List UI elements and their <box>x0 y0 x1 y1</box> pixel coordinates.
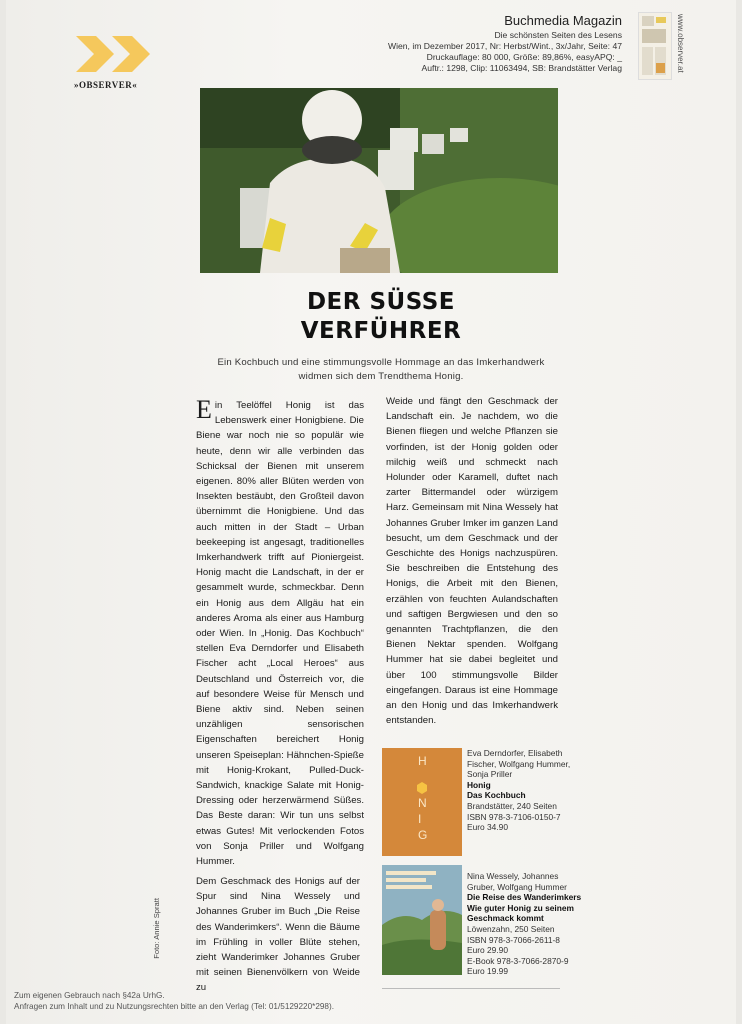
magazine-page <box>6 0 736 1024</box>
observer-logo <box>74 32 158 90</box>
cover-letter-h: H <box>418 754 428 768</box>
article-headline <box>206 288 556 346</box>
page-thumbnail <box>638 12 672 80</box>
headline-line-1: DER SÜSSE <box>306 289 456 315</box>
ebook-isbn: E-Book 978-3-7066-2870-9 <box>467 955 569 966</box>
ebook-price: Euro 19.99 <box>467 966 508 977</box>
copyright-footer <box>14 990 334 1012</box>
circulation-info: Druckauflage: 80 000, Größe: 89,86%, easyAPQ: _ <box>426 52 622 62</box>
paragraph-1: in Teelöffel Honig ist das Lebenswerk einer Honigbiene. Die Biene war noch nie so populär wie heute, denn wir alle verbinden das Schicksal der Bienen mit unserem eigenen. 80% aller Blüten werden von Insekten bestäubt, den Großteil davon übernimmt die Honigbiene. Und das auch mitten in der Stadt – Urban beekeeping ist angesagt, traditionelles Imkerhandwerk trifft auf Pioniergeist. Honig macht die Landschaft, in der er gesammelt wurde, schmeckbar. Denn ein Honig aus dem Allgäu hat ein anderes Aroma als einer aus Hamburg oder Wien. In „Honig. Das Kochbuch“ stellen Eva Derndorfer und Elisabeth Fischer acht „Local Heroes“ aus Deutschland und Österreich vor, die auf besondere Weise für Mensch und Biene aktiv sind. Neben seinen unzähligen sensorischen Eigenschaften bereichert Honig unseren Speiseplan: Hähnchen-Spieße mit Honig-Krokant, Pulled-Duck-Sandwich, knackige Salate mit Honig-Dressing oder herzerwärmend Süßes. Das Beste daran: Wir tun uns selbst etwas Gutes! Mit verlockenden Fotos von Sonja Priller und Wolfgang Hummer. <box>196 400 364 868</box>
article-column-2 <box>386 394 558 728</box>
double-chevron-icon <box>74 32 158 76</box>
magazine-tagline: Die schönsten Seiten des Lesens <box>494 30 622 40</box>
order-info: Auftr.: 1298, Clip: 11063494, SB: Brandstätter Verlag <box>421 63 622 73</box>
book-authors: Nina Wessely, Johannes Gruber, Wolfgang Hummer <box>467 871 567 892</box>
book-isbn: ISBN 978-3-7106-0150-7 <box>467 811 561 822</box>
cover-letter-i: I <box>418 812 423 826</box>
photo-credit: Foto: Annie Spratt <box>152 898 161 959</box>
observer-url: www.observer.at <box>676 14 685 73</box>
book-info-wanderimker <box>467 871 587 977</box>
book-price: Euro 29.90 <box>467 945 508 956</box>
article-column-1-bottom <box>196 874 360 996</box>
headline-line-2: VERFÜHRER <box>300 318 462 344</box>
footer-line-1: Zum eigenen Gebrauch nach §42a UrhG. <box>14 991 165 1000</box>
paragraph-2: Dem Geschmack des Honigs auf der Spur sind Nina Wessely und Johannes Gruber im Buch „Die Reise des Wanderimkers“. Wenn die Bäume im Frühling in voller Blüte stehen, zieht Wanderimker Johannes Gruber mit seinen Bienenvölkern von Weide zu <box>196 876 360 994</box>
article-standfirst: Ein Kochbuch und eine stimmungsvolle Hommage an das Imkerhandwerk widmen sich dem Trendthema Honig. <box>217 357 545 382</box>
book-title: Honig <box>467 779 491 790</box>
beekeeper-photo <box>200 88 558 273</box>
footer-line-2: Anfragen zum Inhalt und zu Nutzungsrechten bitte an den Verlag (Tel: 01/5129220*298). <box>14 1002 334 1011</box>
article-column-1 <box>196 395 364 869</box>
book-cover-honig <box>382 748 462 856</box>
magazine-name: Buchmedia Magazin <box>504 13 622 28</box>
clipping-header <box>388 12 622 74</box>
book-title: Die Reise des Wanderimkers Wie guter Honig zu seinem Geschmack kommt <box>467 892 582 924</box>
book-subtitle: Das Kochbuch <box>467 790 526 801</box>
book-price: Euro 34.90 <box>467 822 508 833</box>
drop-cap: E <box>196 395 212 424</box>
cover-letter-g: G <box>418 828 429 842</box>
paragraph-3: Weide und fängt den Geschmack der Landschaft ein. Je nachdem, wo die Bienen fliegen und welche Pflanzen sie vorfinden, ist der Honig golden oder milchig weiß und schmeckt nach Holunder oder Karamell, duftet nach zarter Bittermandel oder würzigem Harz. Gemeinsam mit Nina Wessely hat Johannes Gruber Imker im ganzen Land besucht, um dem Geschmack und der Geschichte des Honigs nachzuspüren. Sie beschreiben die Entstehung des Honigs, die Arbeit mit den Bienen, erzählen von feuchten Aulandschaften und saftigen Bergwiesen und den so genannten Trachtpflanzen, die den Bienen Nektar spenden. Wolfgang Hummer hat sie dabei begleitet und über 100 stimmungsvolle Bilder eingefangen. Daraus ist eine Hommage an den Honig und das Imkerhandwerk entstanden. <box>386 396 558 727</box>
logo-text: »OBSERVER« <box>74 80 138 90</box>
book-isbn: ISBN 978-3-7066-2611-8 <box>467 934 560 945</box>
cover-letter-n: N <box>418 796 428 810</box>
book-info-honig <box>467 748 587 833</box>
book-authors: Eva Derndorfer, Elisabeth Fischer, Wolfgang Hummer, Sonja Priller <box>467 748 571 780</box>
issue-info: Wien, im Dezember 2017, Nr: Herbst/Wint., 3x/Jahr, Seite: 47 <box>387 41 622 51</box>
book-publisher: Löwenzahn, 250 Seiten <box>467 923 555 934</box>
book-cover-wanderimker <box>382 865 462 975</box>
divider <box>382 988 560 989</box>
book-publisher: Brandstätter, 240 Seiten <box>467 800 557 811</box>
